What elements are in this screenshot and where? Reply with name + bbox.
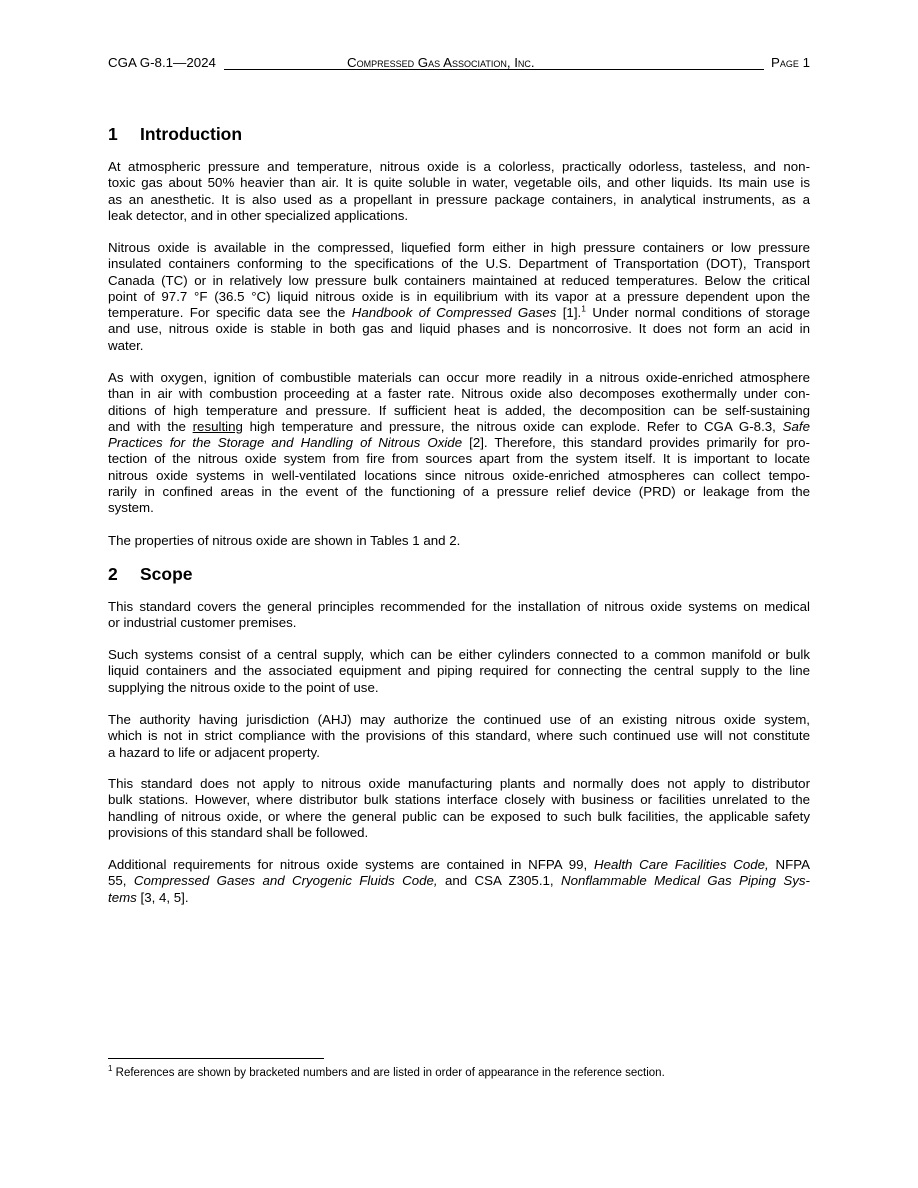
text-line: leak detector, and in other specialized applications. <box>108 207 409 223</box>
text-run: [2]. Therefore, this standard provides primarily for pro- <box>462 435 810 451</box>
citation-title: Compressed Gases and Cryogenic Fluids Code, <box>133 873 438 889</box>
header-document-id: CGA G-8.1—2024 <box>108 55 216 70</box>
text-line: rarily in confined areas in the event of the functioning of a pressure relief device (PRD) or leakage from the <box>108 484 810 500</box>
text-line: nitrous oxide systems in well-ventilated locations since nitrous oxide-enriched atmospheres can collect tempo- <box>108 467 810 483</box>
underlined-word: resulting <box>192 418 243 434</box>
text-run: NFPA <box>768 857 811 872</box>
text-line: Such systems consist of a central supply, which can be either cylinders connected to a common manifold or bulk <box>108 647 810 662</box>
text-line: The authority having jurisdiction (AHJ) may authorize the continued use of an existing nitrous oxide system, <box>108 712 810 727</box>
footnote-marker: 1 <box>581 303 586 314</box>
paragraph <box>108 159 810 224</box>
citation-title: Handbook of Compressed Gases <box>351 305 557 321</box>
text-line: and use, nitrous oxide is stable in both gas and liquid phases and is noncorrosive. It does not form an acid in <box>108 321 810 337</box>
text-run: and with the <box>108 418 193 434</box>
text-line: supplying the nitrous oxide to the point of use. <box>108 679 379 695</box>
text-line: ditions of high temperature and pressure. If sufficient heat is added, the decomposition can be self-sustaining <box>108 402 810 418</box>
text-line <box>108 435 810 451</box>
text-line: Canada (TC) or in relatively low pressure bulk containers maintained at reduced temperatures. Below the critical <box>108 272 810 288</box>
text-run: and CSA Z305.1, <box>437 873 561 889</box>
text-line: The properties of nitrous oxide are shown in Tables 1 and 2. <box>108 533 461 548</box>
paragraph <box>108 370 810 517</box>
citation-title: Health Care Facilities Code, <box>593 857 769 872</box>
paragraph <box>108 857 810 906</box>
paragraph <box>108 599 810 632</box>
text-line: Nitrous oxide is available in the compressed, liquefied form either in high pressure containers or low pressure <box>108 240 810 255</box>
header-page-number: Page 1 <box>771 55 810 70</box>
section-heading-scope <box>108 563 193 585</box>
footnote-marker: 1 <box>108 1064 113 1074</box>
text-line <box>108 873 810 889</box>
citation-title: tems <box>108 889 137 905</box>
paragraph <box>108 776 810 841</box>
text-line <box>108 857 810 873</box>
reference-marker: [1]. <box>556 305 582 321</box>
text-line: liquid containers and the associated equipment and piping required for connecting the central supply to the line <box>108 663 810 679</box>
text-line: This standard does not apply to nitrous oxide manufacturing plants and normally does not apply to distributor <box>108 776 810 791</box>
text-line: bulk stations. However, where distributor bulk stations interface closely with business or facilities unrelated to the <box>108 792 810 808</box>
section-title: Scope <box>140 564 193 584</box>
text-run: Under normal conditions of storage <box>585 305 810 321</box>
paragraph <box>108 647 810 696</box>
paragraph <box>108 712 810 761</box>
text-run: high temperature and pressure, the nitrous oxide can explode. Refer to CGA G-8.3, <box>242 418 783 434</box>
text-run: 55, <box>108 873 134 889</box>
text-line <box>108 305 810 321</box>
text-line: or industrial customer premises. <box>108 615 297 631</box>
text-line: a hazard to life or adjacent property. <box>108 744 320 760</box>
text-line: insulated containers conforming to the specifications of the U.S. Department of Transportation (DOT), Transport <box>108 256 810 272</box>
citation-title: Practices for the Storage and Handling of Nitrous Oxide <box>108 435 463 451</box>
paragraph <box>108 533 810 549</box>
text-line: system. <box>108 500 154 516</box>
text-line: tection of the nitrous oxide system from fire from sources apart from the system itself. It is important to locate <box>108 451 810 467</box>
text-line: This standard covers the general principles recommended for the installation of nitrous oxide systems on medical <box>108 599 810 614</box>
footnote-text: References are shown by bracketed numbers and are listed in order of appearance in the reference section. <box>112 1067 665 1079</box>
text-line: as an anesthetic. It is also used as a propellant in pressure package containers, in analytical instruments, as a <box>108 191 810 207</box>
text-line: which is not in strict compliance with the provisions of this standard, where such continued use will not constitute <box>108 728 810 744</box>
running-header <box>108 54 810 72</box>
text-line: handling of nitrous oxide, or where the general public can be exposed to such bulk facilities, the applicable safety <box>108 808 810 824</box>
citation-title: Nonflammable Medical Gas Piping Sys- <box>560 873 810 889</box>
section-title: Introduction <box>140 124 243 144</box>
header-publisher: Compressed Gas Association, Inc. <box>347 55 535 70</box>
text-line: point of 97.7 °F (36.5 °C) liquid nitrous oxide is in equilibrium with its vapor at a pressure dependent upon the <box>108 288 810 304</box>
paragraph <box>108 240 810 354</box>
text-line: provisions of this standard shall be followed. <box>108 824 369 840</box>
section-heading-introduction <box>108 123 242 145</box>
text-line <box>108 890 810 906</box>
text-line <box>108 419 810 435</box>
footnote <box>108 1066 665 1080</box>
footnote-rule <box>108 1058 324 1059</box>
text-run: Additional requirements for nitrous oxide systems are contained in NFPA 99, <box>108 857 594 872</box>
text-line: water. <box>108 337 144 353</box>
section-number: 1 <box>108 124 118 144</box>
text-run: temperature. For specific data see the <box>108 305 352 321</box>
citation-title: Safe <box>782 418 810 434</box>
text-line: At atmospheric pressure and temperature, nitrous oxide is a colorless, practically odorless, tasteless, and non- <box>108 159 810 174</box>
section-number: 2 <box>108 564 118 584</box>
reference-marker: [3, 4, 5]. <box>136 889 189 905</box>
text-line: toxic gas about 50% heavier than air. It is quite soluble in water, vegetable oils, and other liquids. Its main use is <box>108 175 810 191</box>
text-line: than in air with combustion proceeding at a faster rate. Nitrous oxide also decomposes exothermally under con- <box>108 386 810 402</box>
text-line: As with oxygen, ignition of combustible materials can occur more readily in a nitrous oxide-enriched atmosphere <box>108 370 810 385</box>
